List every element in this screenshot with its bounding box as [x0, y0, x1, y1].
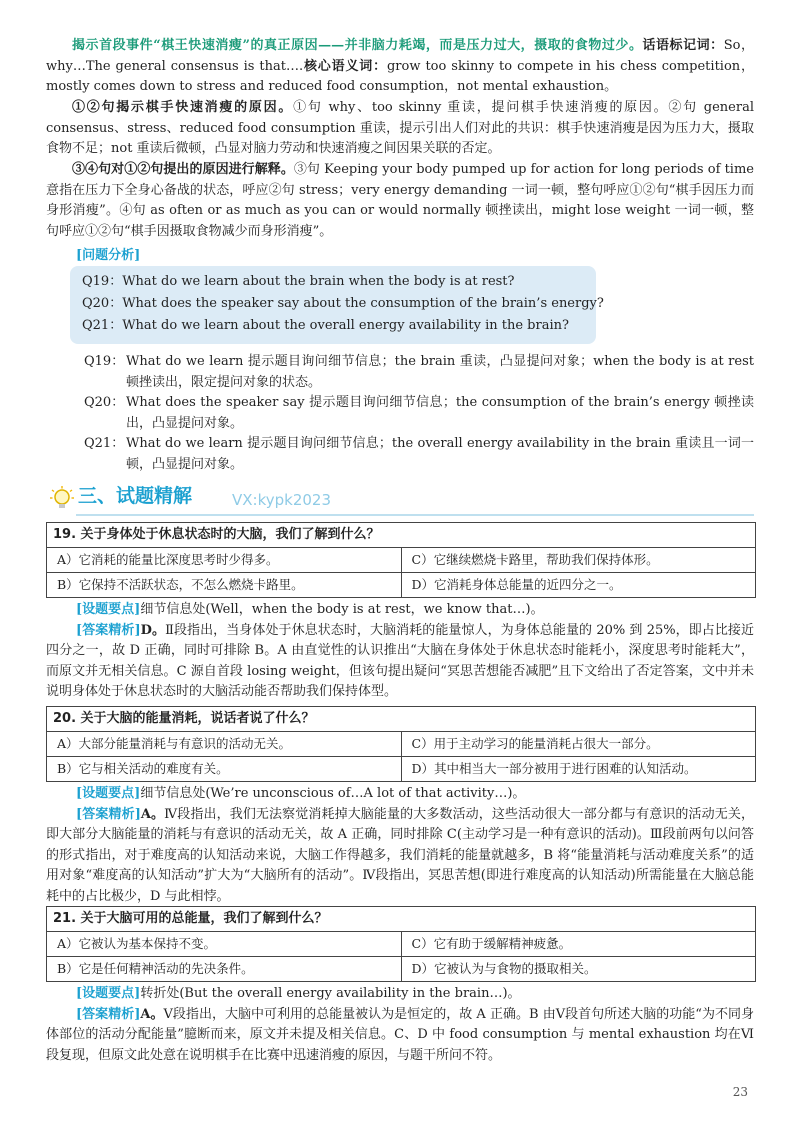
options-row — [47, 756, 755, 781]
analysis-item-q20: Q20： What does the speaker say 提示题目询问细节信息；the consumption of the brain’s energy 顿挫读出，凸显提问对象。 — [84, 395, 754, 431]
section-header — [46, 484, 754, 518]
options-row — [47, 572, 755, 597]
question-19-table — [46, 522, 756, 598]
question-21-table — [46, 906, 756, 982]
option-19-c[interactable]: C）它继续燃烧卡路里，帮助我们保持体形。 — [401, 548, 756, 572]
options-row — [47, 932, 755, 956]
analysis-box-q21: Q21：What do we learn about the overall energy availability in the brain? — [82, 318, 569, 333]
option-21-d[interactable]: D）它被认为与食物的摄取相关。 — [401, 957, 756, 981]
question-21-stem: 21. 关于大脑可用的总能量，我们了解到什么？ — [47, 907, 755, 932]
analysis-box-q20: Q20：What does the speaker say about the consumption of the brain’s energy? — [82, 296, 604, 311]
option-21-b[interactable]: B）它是任何精神活动的先决条件。 — [57, 961, 254, 976]
analysis-item-q19: Q19： What do we learn 提示题目询问细节信息；the brain 重读，凸显提问对象；when the body is at rest 顿挫读出，限定提问对象的状态。 — [84, 354, 754, 390]
intro-paragraph-2: ①②句揭示棋手快速消瘦的原因。①句 why、too skinny 重读，提问棋手快速消瘦的原因。②句 general consensus、stress、reduced food consumption 重读，提示引出人们对此的共识：棋手快速消瘦是因为压力大，摄取食物不足；not 重读后微顿，凸显对脑力劳动和快速消瘦之间因果关联的否定。 — [46, 100, 754, 156]
option-20-b[interactable]: B）它与相关活动的难度有关。 — [57, 761, 229, 776]
option-20-c[interactable]: C）用于主动学习的能量消耗占很大一部分。 — [401, 732, 756, 756]
section-divider — [76, 514, 754, 516]
watermark: VX:kypk2023 — [232, 491, 332, 509]
intro-paragraph-1: 揭示首段事件“棋王快速消瘦”的真正原因——并非脑力耗竭，而是压力过大，摄取的食物过少。话语标记词：So，why…The general consensus is that….核心语义词：grow too skinny to compete in his chess competition，mostly comes down to stress and reduced food consumption，not mental exhaustion。 — [46, 38, 754, 94]
option-21-a[interactable]: A）它被认为基本保持不变。 — [57, 936, 217, 951]
analysis-tag: [问题分析] — [76, 248, 141, 263]
option-19-b[interactable]: B）它保持不活跃状态，不怎么燃烧卡路里。 — [57, 577, 304, 592]
question-20-table — [46, 706, 756, 782]
options-row — [47, 956, 755, 981]
options-row — [47, 548, 755, 572]
lightbulb-icon — [50, 486, 74, 522]
analysis-question-box — [70, 266, 604, 344]
page-number: 23 — [732, 1085, 748, 1099]
option-20-a[interactable]: A）大部分能量消耗与有意识的活动无关。 — [57, 736, 292, 751]
section-title: 三、试题精解 — [78, 485, 193, 507]
analysis-box-q19: Q19：What do we learn about the brain when the body is at rest? — [82, 274, 515, 289]
option-19-d[interactable]: D）它消耗身体总能量的近四分之一。 — [401, 573, 756, 597]
q21-explanation: [设题要点]转折处(But the overall energy availability in the brain…)。 [答案精析]A。Ⅴ段指出，大脑中可利用的总能量被认为是恒定的，故 A 正确。B 由Ⅴ段首句所述大脑的功能“为不同身体部位的活动分配能量”臆断而来，原文并未提及相关信息。C、D 中 food consumption 与 mental exhaustion 均在Ⅵ段复现，但原文此处意在说明棋手在比赛中迅速消瘦的原因，与题干所问不符。 — [46, 986, 754, 1063]
analysis-item-q21: Q21： What do we learn 提示题目询问细节信息；the overall energy availability in the brain 重读且一词一顿，凸显提问对象。 — [84, 436, 754, 472]
question-19-stem: 19. 关于身体处于休息状态时的大脑，我们了解到什么？ — [47, 523, 755, 548]
option-19-a[interactable]: A）它消耗的能量比深度思考时少得多。 — [57, 552, 279, 567]
question-20-stem: 20. 关于大脑的能量消耗，说话者说了什么？ — [47, 707, 755, 732]
intro-key-sentence: 揭示首段事件“棋王快速消瘦”的真正原因——并非脑力耗竭，而是压力过大，摄取的食物过少。 — [72, 38, 643, 53]
option-20-d[interactable]: D）其中相当大一部分被用于进行困难的认知活动。 — [401, 757, 756, 781]
options-row — [47, 732, 755, 756]
intro-paragraph-3: ③④句对①②句提出的原因进行解释。③句 Keeping your body pumped up for action for long periods of time 意指在压力下全身心备战的状态，呼应②句 stress；very energy demanding 一词一顿，整句呼应①②句“棋手因压力而身形消瘦”。④句 as often or as much as you can or would normally 顿挫读出，might lose weight 一词一顿，整句呼应①②句“棋手因摄取食物减少而身形消瘦”。 — [46, 162, 754, 239]
analysis-list — [84, 352, 754, 475]
option-21-c[interactable]: C）它有助于缓解精神疲惫。 — [401, 932, 756, 956]
q20-explanation: [设题要点]细节信息处(We’re unconscious of…A lot of that activity…)。 [答案精析]A。Ⅳ段指出，我们无法察觉消耗掉大脑能量的大多数活动，这些活动很大一部分都与有意识的活动无关，即大部分大脑能量的消耗与有意识的活动无关，故 A 正确，同时排除 C(主动学习是一种有意识的活动)。Ⅲ段前两句以问答的形式指出，对于难度高的认知活动来说，大脑工作得越多，我们消耗的能量就越多，B 将“能量消耗与活动难度关系”的适用对象“难度高的认知活动”扩大为“大脑所有的活动”。Ⅳ段指出，冥思苦想(即进行难度高的认知活动)所需能量在大脑总能耗中的占比极少，D 与此相悖。 — [46, 786, 754, 904]
q19-explanation: [设题要点]细节信息处(Well，when the body is at rest，we know that…)。 [答案精析]D。Ⅱ段指出，当身体处于休息状态时，大脑消耗的能量惊人，为身体总能量的 20% 到 25%，即占比接近四分之一，故 D 正确，同时可排除 B。A 由直觉性的认识推出“大脑在身体处于休息状态时能耗小，深度思考时能耗大”，而原文并无相关信息。C 源自首段 losing weight，但该句提出疑问“冥思苦想能否减肥”且下文给出了否定答案，文中并未说明身体处于休息状态时的大脑活动能否帮助我们保持体型。 — [46, 602, 754, 699]
